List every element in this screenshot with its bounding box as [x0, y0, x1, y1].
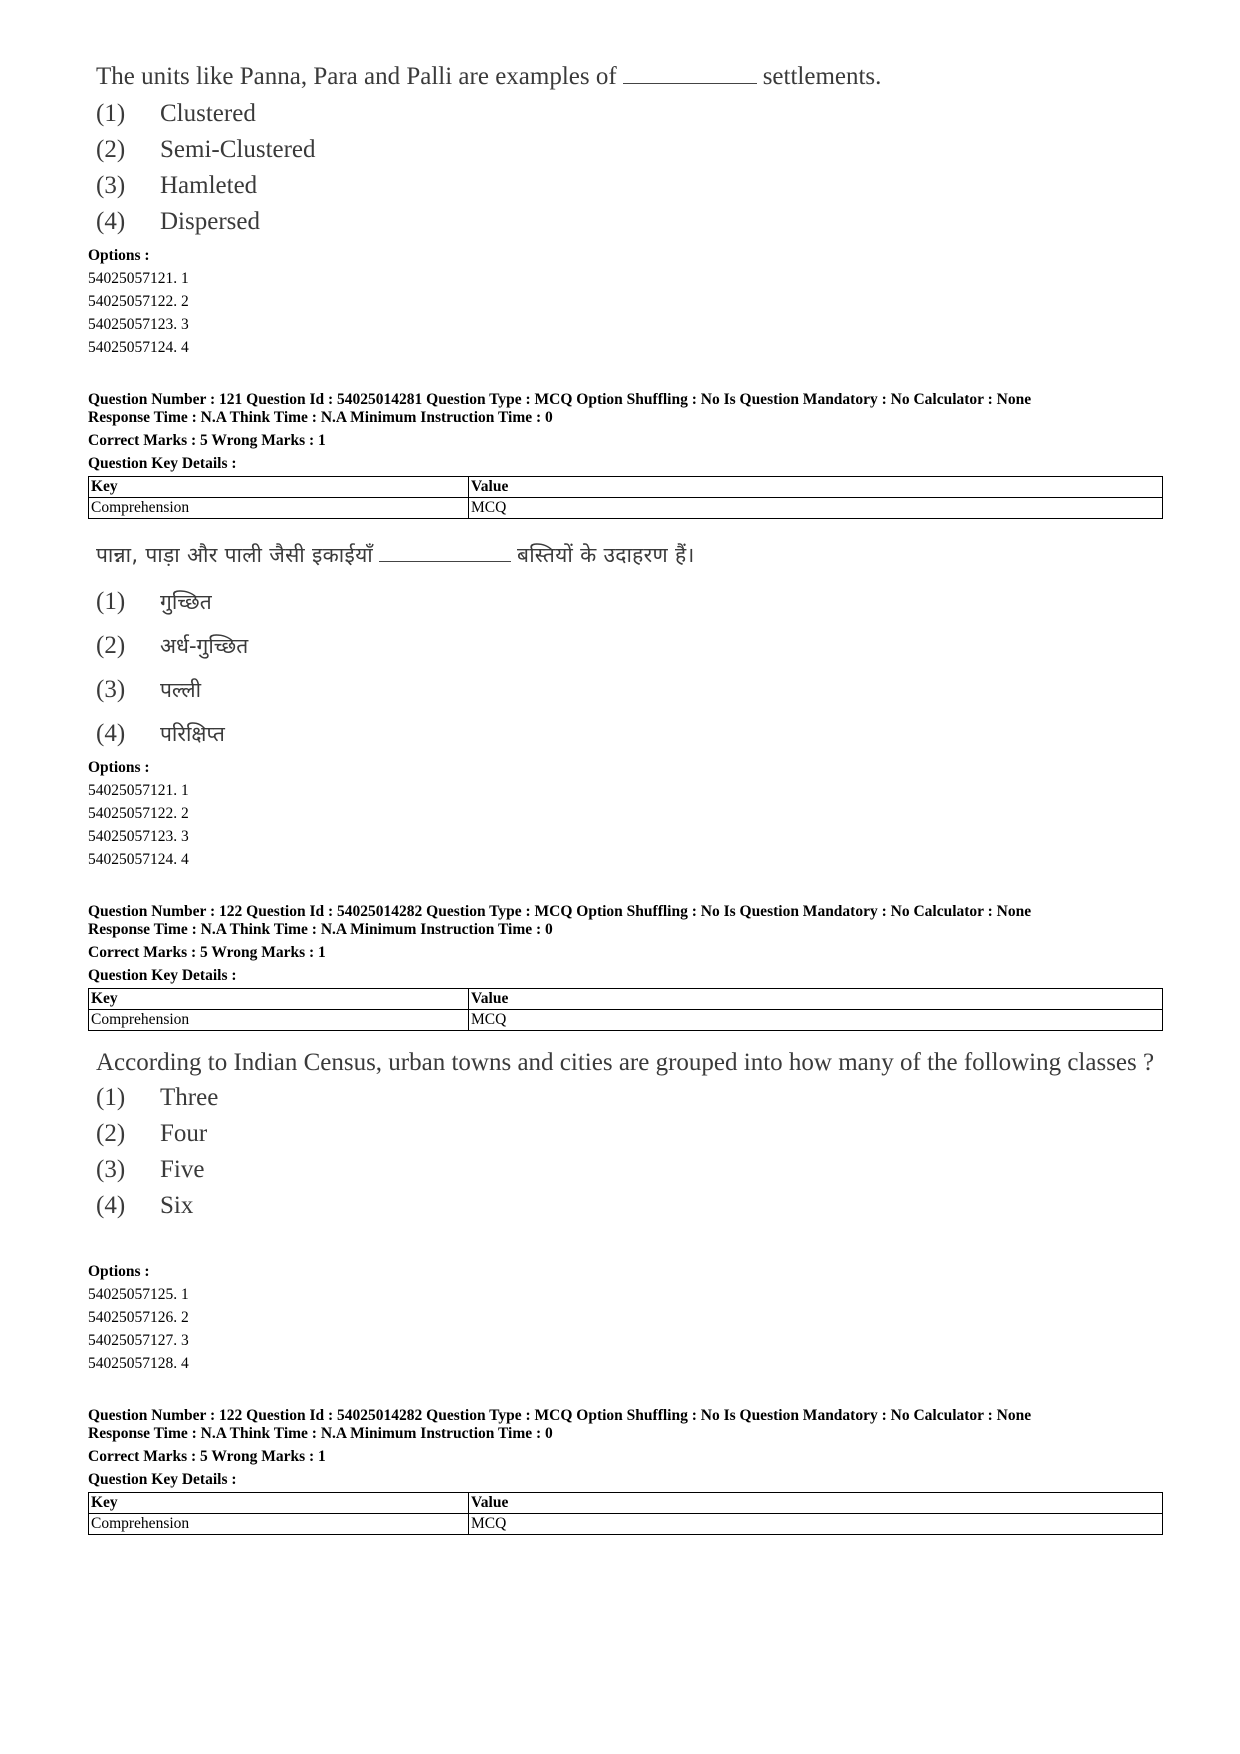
question-block-3	[88, 1048, 1168, 1224]
choice-item: (1) Clustered	[96, 100, 256, 127]
question-block-1	[88, 62, 881, 240]
choice-item: (2) Semi-Clustered	[96, 136, 316, 163]
options-list-1	[88, 244, 189, 359]
choice-item: (3) Hamleted	[96, 172, 258, 199]
option-id: 54025057123. 3	[88, 828, 189, 845]
question-meta-122-b: Question Number : 122 Question Id : 54025014282 Question Type : MCQ Option Shuffling : No Is Question Mandatory : No Calculator : None Response Time : N.A Think Time : N.A Minimum Instruction Time : 0 Correct Marks : 5 Wrong Marks : 1 Question Key Details : Key Value Comprehension MCQ	[88, 1407, 1163, 1535]
choice-item: (4) Six	[96, 1192, 194, 1219]
option-id: 54025057122. 2	[88, 293, 189, 310]
options-label: Options :	[88, 247, 150, 264]
option-id: 54025057121. 1	[88, 270, 189, 287]
question-text: पान्ना, पाड़ा और पाली जैसी इकाईयाँ बस्तियों के उदाहरण हैं।	[96, 543, 695, 567]
question-text: According to Indian Census, urban towns and cities are grouped into how many of the following classes ?	[96, 1049, 1155, 1076]
fill-blank	[623, 63, 757, 84]
options-label: Options :	[88, 759, 150, 776]
choice-item: (4) परिक्षिप्त	[96, 720, 225, 747]
question-text: The units like Panna, Para and Palli are examples of settlements.	[96, 63, 882, 90]
option-id: 54025057125. 1	[88, 1286, 189, 1303]
choice-item: (1) Three	[96, 1084, 219, 1111]
options-list-2	[88, 756, 189, 871]
option-id: 54025057124. 4	[88, 339, 189, 356]
fill-blank	[379, 541, 511, 562]
option-id: 54025057123. 3	[88, 316, 189, 333]
key-value-table: Key Value Comprehension MCQ	[88, 1492, 1163, 1535]
key-value-table: Key Value Comprehension MCQ	[88, 476, 1163, 519]
options-label: Options :	[88, 1263, 150, 1280]
options-list-3	[88, 1260, 189, 1375]
option-id: 54025057128. 4	[88, 1355, 189, 1372]
choice-item: (3) पल्ली	[96, 676, 202, 703]
option-id: 54025057124. 4	[88, 851, 189, 868]
choice-item: (3) Five	[96, 1156, 205, 1183]
option-id: 54025057127. 3	[88, 1332, 189, 1349]
option-id: 54025057122. 2	[88, 805, 189, 822]
question-meta-121: Question Number : 121 Question Id : 54025014281 Question Type : MCQ Option Shuffling : No Is Question Mandatory : No Calculator : None Response Time : N.A Think Time : N.A Minimum Instruction Time : 0 Correct Marks : 5 Wrong Marks : 1 Question Key Details : Key Value Comprehension MCQ	[88, 391, 1163, 519]
key-value-table: Key Value Comprehension MCQ	[88, 988, 1163, 1031]
option-id: 54025057126. 2	[88, 1309, 189, 1326]
question-meta-122: Question Number : 122 Question Id : 54025014282 Question Type : MCQ Option Shuffling : No Is Question Mandatory : No Calculator : None Response Time : N.A Think Time : N.A Minimum Instruction Time : 0 Correct Marks : 5 Wrong Marks : 1 Question Key Details : Key Value Comprehension MCQ	[88, 903, 1163, 1031]
choice-item: (2) Four	[96, 1120, 208, 1147]
choice-item: (4) Dispersed	[96, 208, 260, 235]
question-block-2	[88, 540, 695, 756]
option-id: 54025057121. 1	[88, 782, 189, 799]
choice-item: (1) गुच्छित	[96, 588, 212, 615]
choice-item: (2) अर्ध-गुच्छित	[96, 632, 249, 659]
